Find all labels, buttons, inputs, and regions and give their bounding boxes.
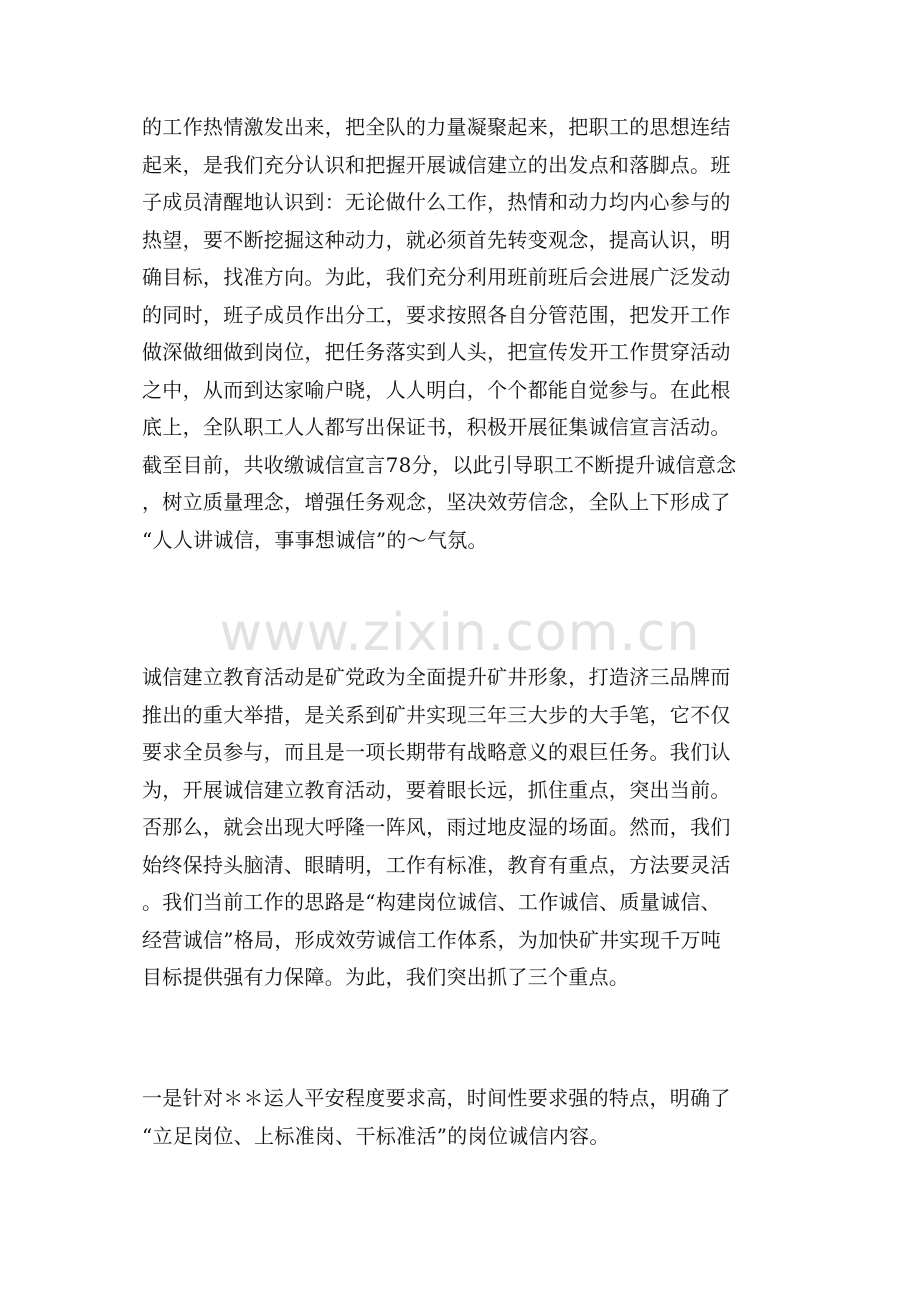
paragraph-1: [142, 109, 782, 559]
text-line: 底上，全队职工人人都写出保证书，积极开展征集诚信宣言活动。: [142, 415, 731, 439]
paragraph-3: [142, 1080, 782, 1155]
text-line: 。我们当前工作的思路是“构建岗位诚信、工作诚信、质量诚信、: [142, 890, 721, 914]
text-line: 做深做细做到岗位，把任务落实到人头，把宣传发开工作贯穿活动: [142, 340, 731, 364]
text-line: 要求全员参与，而且是一项长期带有战略意义的艰巨任务。我们认: [142, 740, 731, 764]
text-line: 否那么，就会出现大呼隆一阵风，雨过地皮湿的场面。然而，我们: [142, 815, 731, 839]
text-line: 目标提供强有力保障。为此，我们突出抓了三个重点。: [142, 965, 630, 989]
text-line: “人人讲诚信，事事想诚信”的～气氛。: [142, 527, 488, 552]
text-line: 始终保持头脑清、眼睛明，工作有标准，教育有重点，方法要灵活: [142, 852, 731, 877]
text-line: 为，开展诚信建立教育活动，要着眼长远，抓住重点，突出当前。: [142, 777, 731, 802]
text-line: 子成员清醒地认识到：无论做什么工作，热情和动力均内心参与的: [142, 190, 731, 214]
text-line: 的同时，班子成员作出分工，要求按照各自分管范围，把发开工作: [142, 302, 731, 327]
text-line: 诚信建立教育活动是矿党政为全面提升矿井形象，打造济三品牌而: [142, 665, 731, 689]
text-line: ，树立质量理念，增强任务观念，坚决效劳信念，全队上下形成了: [142, 490, 731, 514]
text-line: 起来，是我们充分认识和把握开展诚信建立的出发点和落脚点。班: [142, 152, 731, 177]
text-line: 确目标，找准方向。为此，我们充分利用班前班后会进展广泛发动: [142, 265, 731, 289]
text-line: 推出的重大举措，是关系到矿井实现三年三大步的大手笔，它不仅: [142, 702, 731, 727]
paragraph-2: [142, 659, 782, 997]
text-line: 之中，从而到达家喻户晓，人人明白，个个都能自觉参与。在此根: [142, 377, 731, 402]
text-line: 经营诚信”格局，形成效劳诚信工作体系，为加快矿井实现千万吨: [142, 927, 721, 952]
text-line: 热望，要不断挖掘这种动力，就必须首先转变观念，提高认识，明: [142, 227, 731, 252]
watermark: www.zixin.com.cn: [219, 603, 701, 663]
text-line: 的工作热情激发出来，把全队的力量凝聚起来，把职工的思想连结: [142, 115, 731, 139]
text-line: 一是针对＊＊运人平安程度要求高，时间性要求强的特点，明确了: [142, 1086, 731, 1110]
text-line: “立足岗位、上标准岗、干标准活”的岗位诚信内容。: [142, 1123, 610, 1148]
text-line: 截至目前，共收缴诚信宣言78分，以此引导职工不断提升诚信意念: [142, 452, 737, 477]
